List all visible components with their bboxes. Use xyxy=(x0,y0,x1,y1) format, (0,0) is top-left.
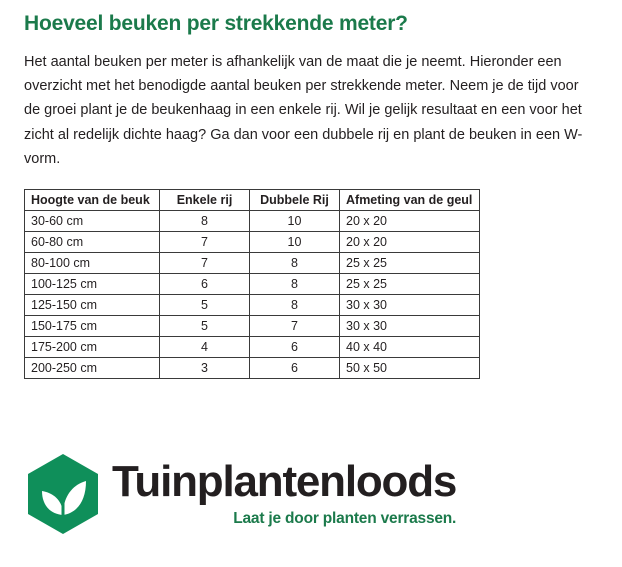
cell-hoogte: 125-150 cm xyxy=(25,295,160,316)
page-title: Hoeveel beuken per strekkende meter? xyxy=(24,12,408,35)
cell-hoogte: 150-175 cm xyxy=(25,316,160,337)
cell-dubbele-rij: 8 xyxy=(250,274,340,295)
table-body xyxy=(25,211,480,379)
beech-quantity-table xyxy=(24,189,480,379)
cell-enkele-rij: 3 xyxy=(160,358,250,379)
column-header-hoogte: Hoogte van de beuk xyxy=(25,190,160,211)
cell-enkele-rij: 4 xyxy=(160,337,250,358)
table-row xyxy=(25,211,480,232)
cell-dubbele-rij: 10 xyxy=(250,211,340,232)
cell-hoogte: 100-125 cm xyxy=(25,274,160,295)
cell-enkele-rij: 5 xyxy=(160,316,250,337)
cell-enkele-rij: 7 xyxy=(160,253,250,274)
cell-dubbele-rij: 6 xyxy=(250,337,340,358)
table-row xyxy=(25,253,480,274)
cell-enkele-rij: 6 xyxy=(160,274,250,295)
cell-hoogte: 200-250 cm xyxy=(25,358,160,379)
table-head xyxy=(25,190,480,211)
cell-hoogte: 175-200 cm xyxy=(25,337,160,358)
cell-dubbele-rij: 8 xyxy=(250,295,340,316)
cell-dubbele-rij: 6 xyxy=(250,358,340,379)
cell-enkele-rij: 8 xyxy=(160,211,250,232)
cell-afmeting-geul: 30 x 30 xyxy=(340,316,480,337)
leaf-hexagon-icon xyxy=(24,453,102,535)
table-row xyxy=(25,274,480,295)
cell-afmeting-geul: 50 x 50 xyxy=(340,358,480,379)
intro-paragraph: Het aantal beuken per meter is afhankelijk van de maat die je neemt. Hieronder een overzicht met het benodigde aantal beuken per strekkende meter. Neem je de tijd voor de groei plant je de beukenhaag in een enkele rij. Wil je gelijk resultaat en een voor het zicht al redelijk dichte haag? Ga dan voor een dubbele rij en plant de beuken in een W-vorm. xyxy=(24,54,583,167)
table-row xyxy=(25,316,480,337)
cell-afmeting-geul: 40 x 40 xyxy=(340,337,480,358)
cell-enkele-rij: 7 xyxy=(160,232,250,253)
logo-text-block xyxy=(112,457,457,528)
cell-afmeting-geul: 30 x 30 xyxy=(340,295,480,316)
table-row xyxy=(25,337,480,358)
brand-logo xyxy=(24,453,456,535)
cell-hoogte: 80-100 cm xyxy=(25,253,160,274)
column-header-afmeting-geul: Afmeting van de geul xyxy=(340,190,480,211)
cell-hoogte: 60-80 cm xyxy=(25,232,160,253)
table-header-row xyxy=(25,190,480,211)
cell-dubbele-rij: 10 xyxy=(250,232,340,253)
cell-afmeting-geul: 20 x 20 xyxy=(340,211,480,232)
cell-enkele-rij: 5 xyxy=(160,295,250,316)
logo-wordmark: Tuinplantenloods xyxy=(112,457,457,506)
cell-hoogte: 30-60 cm xyxy=(25,211,160,232)
cell-afmeting-geul: 20 x 20 xyxy=(340,232,480,253)
table-row xyxy=(25,295,480,316)
table-row xyxy=(25,232,480,253)
table-row xyxy=(25,358,480,379)
cell-dubbele-rij: 7 xyxy=(250,316,340,337)
cell-dubbele-rij: 8 xyxy=(250,253,340,274)
cell-afmeting-geul: 25 x 25 xyxy=(340,253,480,274)
column-header-dubbele-rij: Dubbele Rij xyxy=(250,190,340,211)
logo-tagline: Laat je door planten verrassen. xyxy=(233,510,457,527)
cell-afmeting-geul: 25 x 25 xyxy=(340,274,480,295)
column-header-enkele-rij: Enkele rij xyxy=(160,190,250,211)
